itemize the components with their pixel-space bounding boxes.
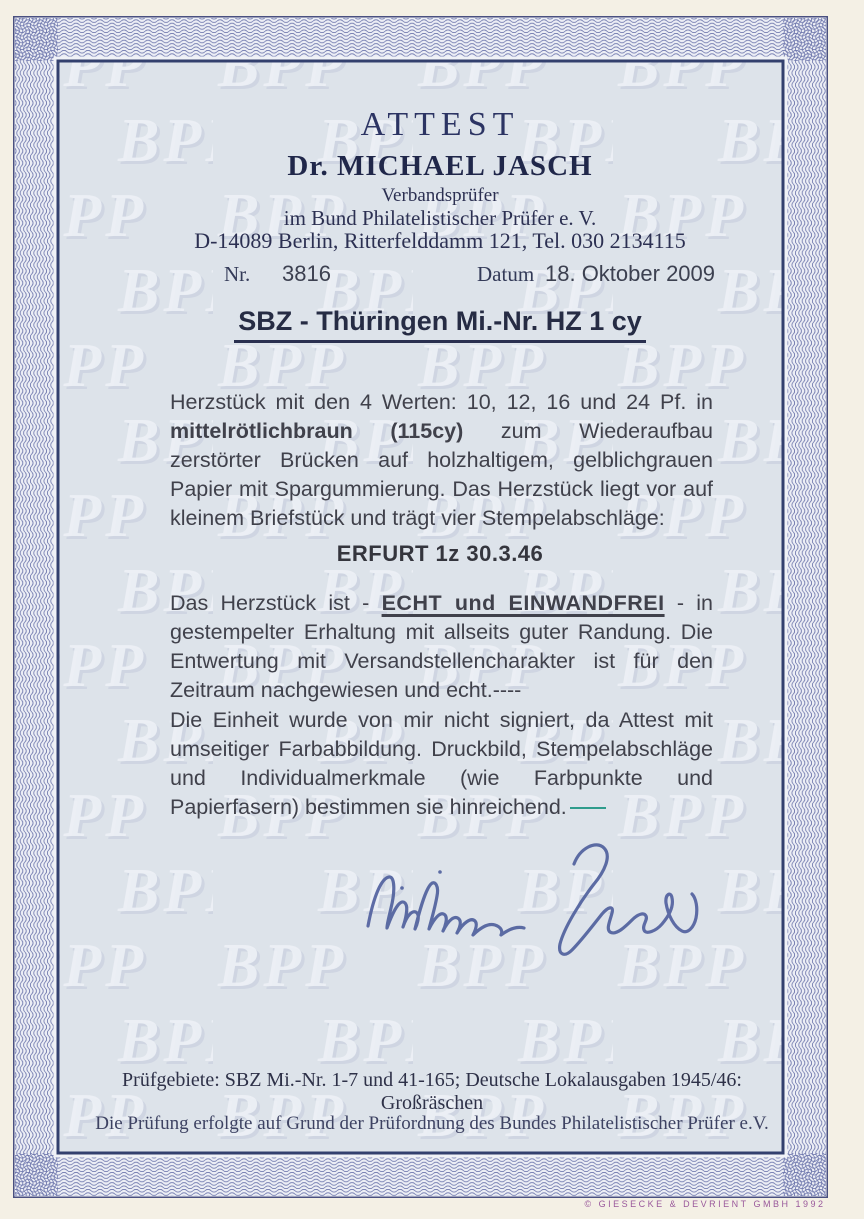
- signature-jasch-stroke: [560, 845, 697, 954]
- border-band-bottom: [15, 1153, 826, 1196]
- paragraph-signing-note-run: Die Einheit wurde von mir nicht signiert, da Attest mit umseitiger Farbabbildung. Druckbild, Stempelabschläge und Individualmerkmale (wie Farbpunkte und Papierfasern) bestimmen sie hinreichend.: [170, 708, 713, 819]
- number-value: 3816: [282, 261, 331, 286]
- paragraph-verdict: [170, 589, 713, 705]
- paragraph-description-run: Herzstück mit den 4 Werten: 10, 12, 16 und 24 Pf. in: [170, 390, 713, 414]
- color-designation-run: mittelrötlichbraun (115cy): [170, 419, 464, 443]
- cancellation-line: ERFURT 1z 30.3.46: [336, 541, 544, 566]
- signature-michael-stroke: [368, 877, 524, 935]
- border-band-left: [15, 18, 58, 1196]
- paragraph-description-run: zum Wiederaufbau zerstörter Brücken auf holzhaltigem, gelblichgrauen Papier mit Spargummierung. Das Herzstück liegt vor auf kleinem Briefstück und trägt vier Stempelabschläge:: [170, 419, 713, 530]
- border-band-right: [783, 18, 826, 1196]
- paragraph-signing-note: [170, 706, 713, 822]
- signature-i-dot: [438, 870, 442, 874]
- footer-expertise-areas: Prüfgebiete: SBZ Mi.-Nr. 1-7 und 41-165; Deutsche Lokalausgaben 1945/46: Großräschen: [122, 1069, 742, 1114]
- date-label: Datum: [477, 262, 535, 286]
- trailing-underline-mark: [570, 807, 606, 809]
- signature-i-dot: [400, 886, 404, 890]
- subject-heading-text: SBZ - Thüringen Mi.-Nr. HZ 1 cy: [234, 306, 646, 343]
- paragraph-description: [170, 388, 713, 533]
- subject-heading: [110, 306, 770, 337]
- signature-handwriting: [350, 830, 710, 970]
- examiner-association: im Bund Philatelistischer Prüfer e. V.: [283, 206, 597, 230]
- paragraph-verdict-run: - in gestempelter Erhaltung mit allseits guter Randung. Die Entwertung mit Versandstellencharakter ist für den Zeitraum nachgewiesen und echt.----: [170, 591, 714, 702]
- printer-credit: © GIESECKE & DEVRIENT GMBH 1992: [584, 1199, 826, 1209]
- examiner-role: Verbandsprüfer: [381, 185, 499, 206]
- genuine-verdict-run: ECHT und EINWANDFREI: [381, 591, 665, 615]
- examiner-address: D-14089 Berlin, Ritterfelddamm 121, Tel. 030 2134115: [194, 228, 686, 253]
- paragraph-verdict-run: Das Herzstück ist -: [170, 591, 382, 615]
- footer-regulation-note: Die Prüfung erfolgte auf Grund der Prüfordnung des Bundes Philatelistischer Prüfer e.V.: [95, 1113, 769, 1134]
- number-label: Nr.: [224, 262, 251, 286]
- date-value: 18. Oktober 2009: [545, 261, 716, 286]
- certificate-title: ATTEST: [360, 106, 520, 143]
- examiner-name: Dr. MICHAEL JASCH: [287, 150, 593, 182]
- border-band-top: [15, 18, 826, 61]
